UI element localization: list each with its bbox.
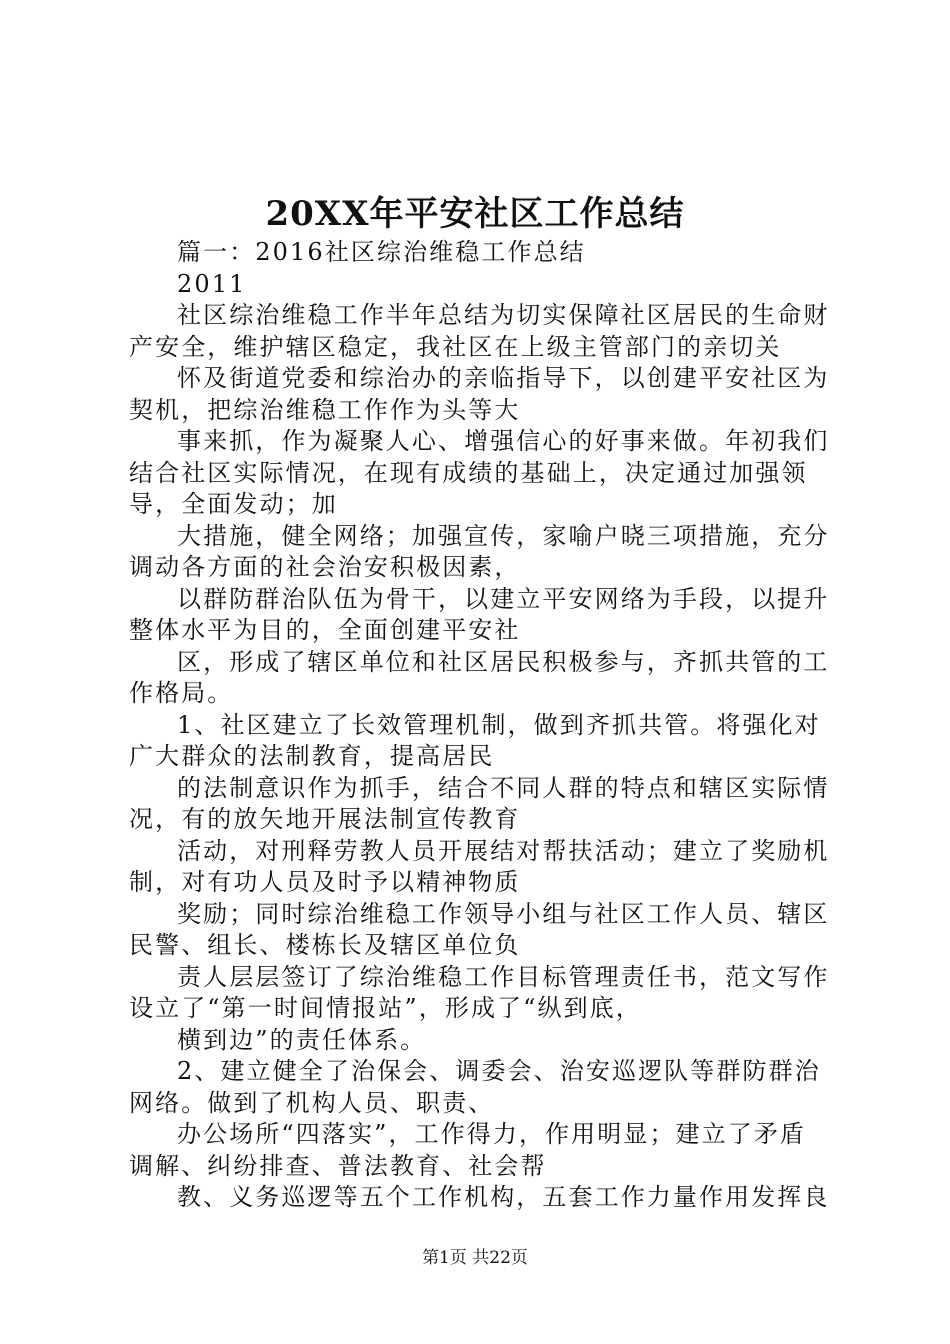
paragraph: 事来抓，作为凝聚人心、增强信心的好事来做。年初我们结合社区实际情况，在现有成绩的基础上，决定通过加强领导，全面发动；加 bbox=[129, 427, 830, 518]
paragraph: 2011 bbox=[177, 269, 247, 298]
page-footer: 第1页 共22页 bbox=[422, 1248, 528, 1268]
paragraph: 教、义务巡逻等五个工作机构，五套工作力量作用发挥良 bbox=[177, 1183, 830, 1211]
paragraph: 社区综治维稳工作半年总结为切实保障社区居民的生命财产安全，维护辖区稳定，我社区在上级主管部门的亲切关 bbox=[129, 301, 830, 361]
paragraph: 横到边”的责任体系。 bbox=[177, 1025, 427, 1054]
paragraph: 以群防群治队伍为骨干，以建立平安网络为手段，以提升整体水平为目的，全面创建平安社 bbox=[129, 584, 830, 644]
paragraph: 篇一：2016社区综治维稳工作总结 bbox=[177, 238, 586, 266]
paragraph: 大措施，健全网络；加强宣传，家喻户晓三项措施，充分调动各方面的社会治安积极因素， bbox=[129, 521, 830, 581]
paragraph: 奖励；同时综治维稳工作领导小组与社区工作人员、辖区民警、组长、楼栋长及辖区单位负 bbox=[129, 899, 830, 959]
paragraph: 2、建立健全了治保会、调委会、治安巡逻队等群防群治网络。做到了机构人员、职责、 bbox=[129, 1057, 821, 1117]
document-body bbox=[129, 237, 831, 1214]
paragraph: 活动，对刑释劳教人员开展结对帮扶活动；建立了奖励机制，对有功人员及时予以精神物质 bbox=[129, 836, 830, 896]
paragraph: 责人层层签订了综治维稳工作目标管理责任书，范文写作设立了“第一时间情报站”，形成了“纵到底， bbox=[129, 962, 830, 1022]
document-title: 20XX年平安社区工作总结 bbox=[265, 194, 685, 234]
paragraph: 1、社区建立了长效管理机制，做到齐抓共管。将强化对广大群众的法制教育，提高居民 bbox=[129, 710, 821, 770]
paragraph: 的法制意识作为抓手，结合不同人群的特点和辖区实际情况，有的放矢地开展法制宣传教育 bbox=[129, 773, 830, 833]
paragraph: 区，形成了辖区单位和社区居民积极参与，齐抓共管的工作格局。 bbox=[129, 647, 830, 707]
paragraph: 办公场所“四落实”，工作得力，作用明显；建立了矛盾调解、纠纷排查、普法教育、社会帮 bbox=[129, 1120, 807, 1180]
paragraph: 怀及街道党委和综治办的亲临指导下，以创建平安社区为契机，把综治维稳工作作为头等大 bbox=[129, 364, 830, 424]
